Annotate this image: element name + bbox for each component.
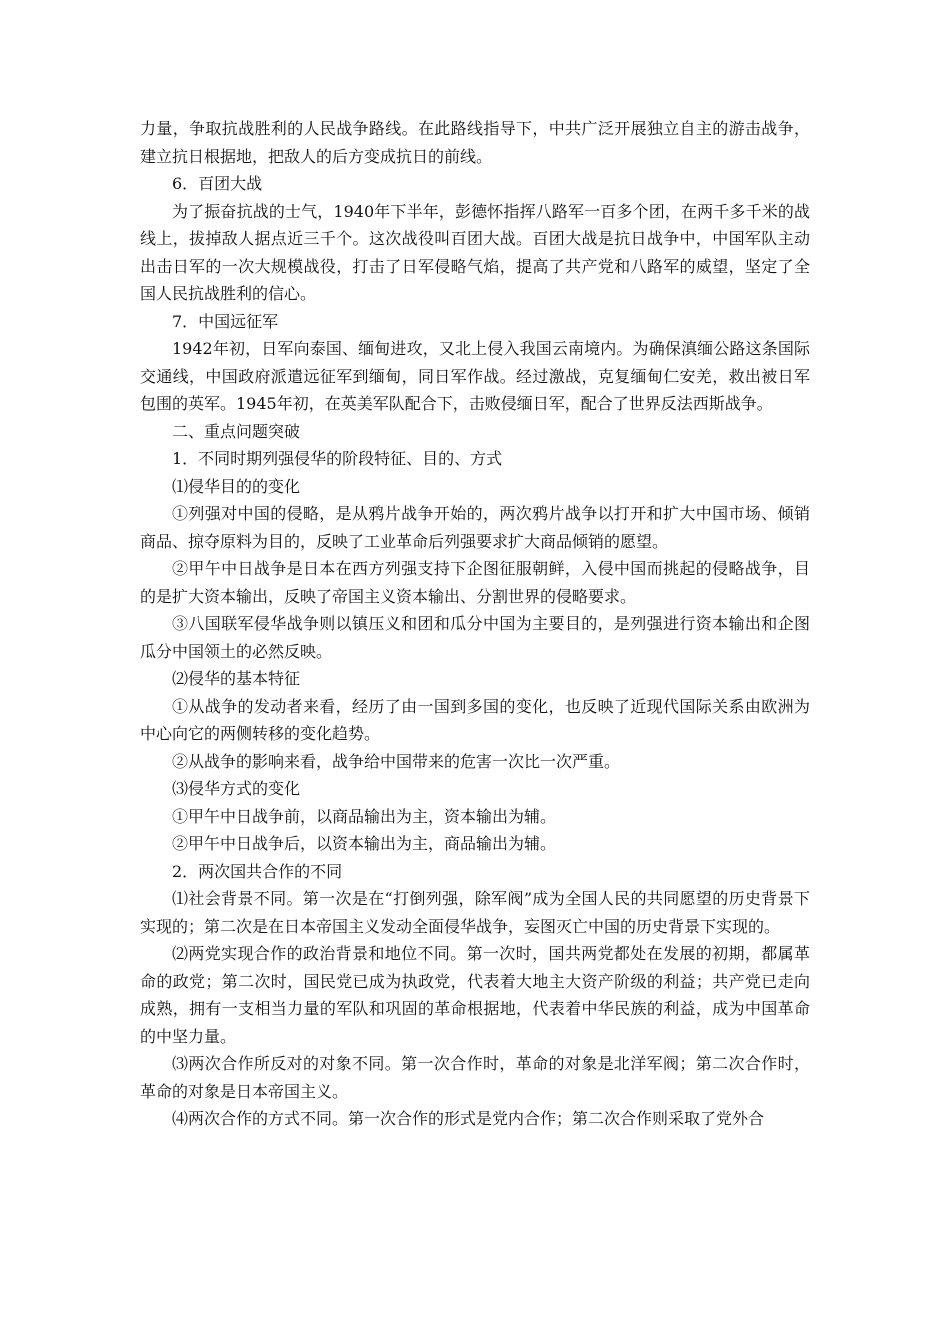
list-item-cooperation-4: ⑷两次合作的方式不同。第一次合作的形式是党内合作；第二次合作则采取了党外合	[172, 1109, 765, 1128]
list-item-feature-2: ②从战争的影响来看，战争给中国带来的危害一次比一次严重。	[172, 751, 621, 771]
subheading-invasion-stages: 1．不同时期列强侵华的阶段特征、目的、方式	[172, 449, 503, 468]
paragraph-1: 力量，争取抗战胜利的人民战争路线。在此路线指导下，中共广泛开展独立自主的游击战争，建立抗日根据地，把敌人的后方变成抗日的前线。	[140, 119, 810, 166]
subheading-basic-features: ⑵侵华的基本特征	[172, 669, 301, 688]
list-item-cooperation-1: ⑴社会背景不同。第一次是在“打倒列强，除军阀”成为全国人民的共同愿望的历史背景下实现的；第二次是在日本帝国主义发动全面侵华战争，妄图灭亡中国的历史背景下实现的。	[140, 889, 810, 936]
paragraph-hundred-regiments: 为了振奋抗战的士气，1940年下半年，彭德怀指挥八路军一百多个团，在两千多千米的战线上，拔掉敌人据点近三千个。这次战役叫百团大战。百团大战是抗日战争中，中国军队主动出击日军的一次大规模战役，打击了日军侵略气焰，提高了共产党和八路军的威望，坚定了全国人民抗战胜利的信心。	[140, 201, 810, 303]
subheading-purpose-change: ⑴侵华目的的变化	[172, 476, 301, 496]
list-item-cooperation-3: ⑶两次合作所反对的对象不同。第一次合作时，革命的对象是北洋军阀；第二次合作时，革命的对象是日本帝国主义。	[140, 1054, 810, 1101]
subheading-kmt-cpc-cooperation: 2．两次国共合作的不同	[172, 861, 343, 881]
subheading-method-change: ⑶侵华方式的变化	[172, 779, 301, 798]
document-body	[140, 115, 810, 1133]
heading-hundred-regiments: 6．百团大战	[172, 174, 263, 193]
list-item-method-2: ②甲午中日战争后，以资本输出为主，商品输出为辅。	[172, 834, 557, 853]
heading-expeditionary-force: 7．中国远征军	[172, 311, 279, 331]
list-item-purpose-2: ②甲午中日战争是日本在西方列强支持下企图征服朝鲜，入侵中国而挑起的侵略战争，目的是扩大资本输出，反映了帝国主义资本输出、分割世界的侵略要求。	[140, 559, 810, 606]
list-item-purpose-1: ①列强对中国的侵略，是从鸦片战争开始的，两次鸦片战争以打开和扩大中国市场、倾销商品、掠夺原料为目的，反映了工业革命后列强要求扩大商品倾销的愿望。	[140, 504, 810, 551]
paragraph-expeditionary-force: 1942年初，日军向泰国、缅甸进攻，又北上侵入我国云南境内。为确保滇缅公路这条国际交通线，中国政府派遣远征军到缅甸，同日军作战。经过激战，克复缅甸仁安羌，救出被日军包围的英军。1945年初，在英美军队配合下，击败侵缅日军，配合了世界反法西斯战争。	[140, 339, 810, 413]
list-item-feature-1: ①从战争的发动者来看，经历了由一国到多国的变化，也反映了近现代国际关系由欧洲为中心向它的两侧转移的变化趋势。	[140, 696, 810, 743]
list-item-purpose-3: ③八国联军侵华战争则以镇压义和团和瓜分中国为主要目的，是列强进行资本输出和企图瓜分中国领土的必然反映。	[140, 614, 810, 661]
section-heading-key-issues: 二、重点问题突破	[172, 421, 301, 441]
list-item-method-1: ①甲午中日战争前，以商品输出为主，资本输出为辅。	[172, 806, 557, 826]
list-item-cooperation-2: ⑵两党实现合作的政治背景和地位不同。第一次时，国共两党都处在发展的初期，都属革命的政党；第二次时，国民党已成为执政党，代表着大地主大资产阶级的利益；共产党已走向成熟，拥有一支相当力量的军队和巩固的革命根据地，代表着中华民族的利益，成为中国革命的中坚力量。	[140, 944, 810, 1046]
